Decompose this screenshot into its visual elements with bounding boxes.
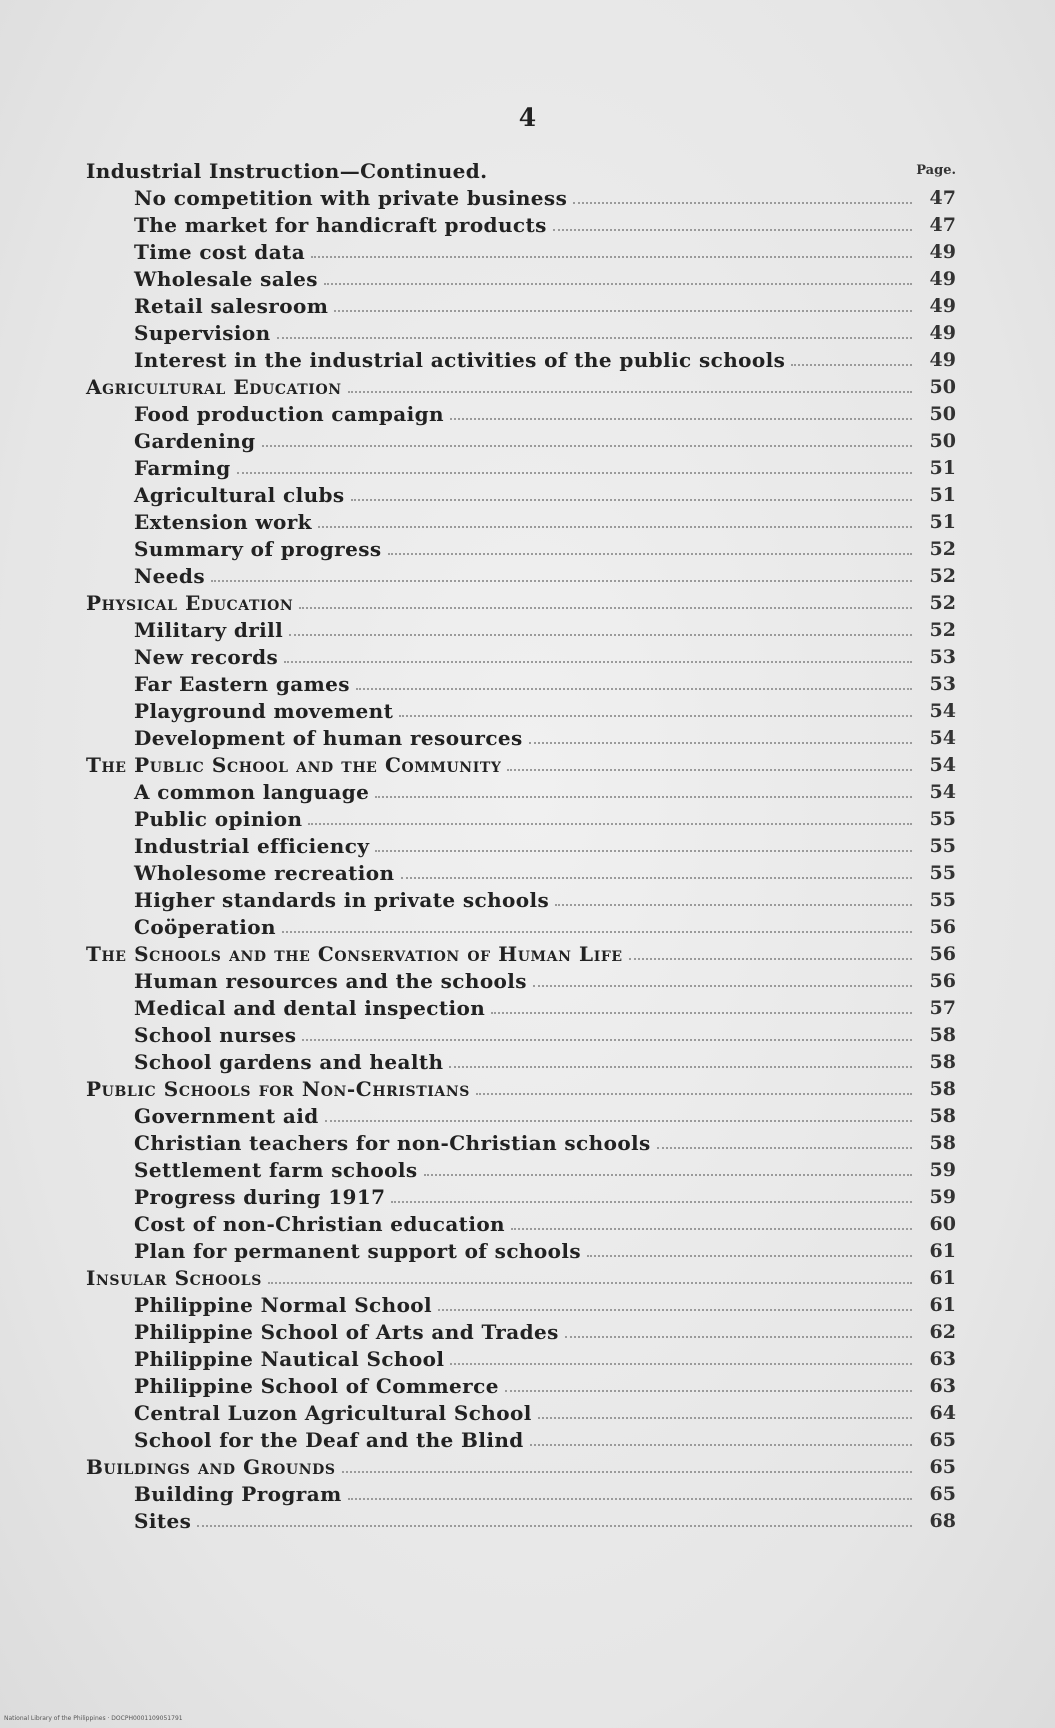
toc-subentry <box>86 425 956 452</box>
toc-entry-label: Military drill <box>134 618 284 642</box>
toc-subentry <box>86 992 956 1019</box>
toc-subentry <box>86 1154 956 1181</box>
dot-leader <box>573 202 912 204</box>
toc-entry-label: Plan for permanent support of schools <box>134 1239 581 1263</box>
toc-page-number: 52 <box>929 538 956 560</box>
toc-subentry <box>86 668 956 695</box>
toc-page-number: 52 <box>929 619 956 641</box>
dot-leader <box>262 445 912 447</box>
dot-leader <box>476 1093 912 1095</box>
toc-page-number: 51 <box>929 457 956 479</box>
toc-entry-label: Retail salesroom <box>134 294 329 318</box>
toc-entry-label: Insular Schools <box>86 1266 262 1290</box>
dot-leader <box>505 1390 912 1392</box>
toc-entry-label: Interest in the industrial activities of the public schools <box>134 348 786 372</box>
toc-entry-label: No competition with private business <box>134 186 568 210</box>
dot-leader <box>529 742 912 744</box>
toc-page-number: 61 <box>929 1240 956 1262</box>
toc-page-number: 65 <box>929 1456 956 1478</box>
toc-page-number: 62 <box>929 1321 956 1343</box>
dot-leader <box>449 1066 912 1068</box>
toc-page-number: 68 <box>929 1510 956 1532</box>
dot-leader <box>324 283 912 285</box>
toc-subentry <box>86 209 956 236</box>
toc-subentry <box>86 344 956 371</box>
toc-page-number: 54 <box>929 700 956 722</box>
dot-leader <box>657 1147 912 1149</box>
dot-leader <box>289 634 912 636</box>
toc-page-number: 58 <box>929 1105 956 1127</box>
toc-entry-label: Philippine Normal School <box>134 1293 433 1317</box>
toc-entry-label: Sites <box>134 1509 192 1533</box>
toc-subentry <box>86 506 956 533</box>
footer-note: National Library of the Philippines · DOCPH0001109051791 <box>4 1715 183 1722</box>
dot-leader <box>491 1012 912 1014</box>
toc-subentry <box>86 776 956 803</box>
dot-leader <box>553 229 912 231</box>
toc-page-number: 49 <box>929 268 956 290</box>
toc-entry-label: Physical Education <box>86 591 294 615</box>
toc-entry-label: School for the Deaf and the Blind <box>134 1428 524 1452</box>
toc-entry-label: Higher standards in private schools <box>134 888 550 912</box>
dot-leader <box>342 1471 912 1473</box>
toc-page-number: 64 <box>929 1402 956 1424</box>
toc-section-entry <box>86 1451 956 1478</box>
toc-subentry <box>86 1478 956 1505</box>
toc-entry-label: Buildings and Grounds <box>86 1455 336 1479</box>
dot-leader <box>450 1363 912 1365</box>
toc-subentry <box>86 857 956 884</box>
toc-page-number: 53 <box>929 673 956 695</box>
toc-entry-label: New records <box>134 645 279 669</box>
toc-entry-label: Medical and dental inspection <box>134 996 486 1020</box>
toc-page-number: 65 <box>929 1483 956 1505</box>
dot-leader <box>282 931 912 933</box>
toc-subentry <box>86 1316 956 1343</box>
toc-page-number: 55 <box>929 889 956 911</box>
toc-page-number: 55 <box>929 808 956 830</box>
dot-leader <box>555 904 912 906</box>
toc-page-number: 65 <box>929 1429 956 1451</box>
toc-entry-label: Human resources and the schools <box>134 969 527 993</box>
toc-entry-label: Philippine Nautical School <box>134 1347 445 1371</box>
toc-section-entry <box>86 1262 956 1289</box>
toc-subentry <box>86 965 956 992</box>
dot-leader <box>348 1498 912 1500</box>
dot-leader <box>533 985 912 987</box>
dot-leader <box>375 850 912 852</box>
page-number: 4 <box>518 103 537 132</box>
toc-entry-label: Industrial Instruction—Continued. <box>86 159 488 183</box>
toc-entry-label: Building Program <box>134 1482 342 1506</box>
toc-entry-label: Agricultural clubs <box>134 483 345 507</box>
toc-subentry <box>86 1505 956 1532</box>
dot-leader <box>197 1525 912 1527</box>
dot-leader <box>325 1120 912 1122</box>
dot-leader <box>375 796 912 798</box>
toc-section-entry <box>86 1073 956 1100</box>
toc-subentry <box>86 1127 956 1154</box>
dot-leader <box>299 607 912 609</box>
toc-page-number: 56 <box>929 943 956 965</box>
toc-header-entry <box>86 155 956 182</box>
dot-leader <box>388 553 912 555</box>
toc-page-number: 58 <box>929 1051 956 1073</box>
toc-page-number: 57 <box>929 997 956 1019</box>
dot-leader <box>308 823 912 825</box>
toc-entry-label: Central Luzon Agricultural School <box>134 1401 532 1425</box>
toc-subentry <box>86 695 956 722</box>
toc-subentry <box>86 641 956 668</box>
toc-page-number: 49 <box>929 349 956 371</box>
toc-entry-label: Summary of progress <box>134 537 382 561</box>
toc-page-number: 63 <box>929 1375 956 1397</box>
toc-subentry <box>86 830 956 857</box>
toc-subentry <box>86 1046 956 1073</box>
toc-page-number: 49 <box>929 241 956 263</box>
toc-entry-label: Wholesome recreation <box>134 861 395 885</box>
dot-leader <box>348 391 912 393</box>
toc-section-entry <box>86 938 956 965</box>
toc-entry-label: Cost of non-Christian education <box>134 1212 506 1236</box>
dot-leader <box>211 580 912 582</box>
toc-entry-label: Progress during 1917 <box>134 1185 386 1209</box>
toc-subentry <box>86 533 956 560</box>
toc-page-number: 53 <box>929 646 956 668</box>
toc-entry-label: Food production campaign <box>134 402 444 426</box>
toc-page-number: 51 <box>929 484 956 506</box>
dot-leader <box>318 526 912 528</box>
dot-leader <box>284 661 912 663</box>
dot-leader <box>511 1228 912 1230</box>
dot-leader <box>399 715 912 717</box>
toc-subentry <box>86 1424 956 1451</box>
dot-leader <box>391 1201 912 1203</box>
toc-page-number: 50 <box>929 403 956 425</box>
toc-subentry <box>86 263 956 290</box>
toc-page-number: 61 <box>929 1267 956 1289</box>
toc-page-number: 50 <box>929 430 956 452</box>
dot-leader <box>587 1255 912 1257</box>
toc-subentry <box>86 452 956 479</box>
toc-subentry <box>86 290 956 317</box>
toc-entry-label: School nurses <box>134 1023 297 1047</box>
toc-page-number: 55 <box>929 862 956 884</box>
toc-subentry <box>86 1289 956 1316</box>
toc-page-number: Page. <box>916 163 956 178</box>
toc-section-entry <box>86 587 956 614</box>
toc-subentry <box>86 1397 956 1424</box>
toc-page-number: 54 <box>929 727 956 749</box>
toc-subentry <box>86 1181 956 1208</box>
toc-entry-label: Development of human resources <box>134 726 523 750</box>
toc-page-number: 51 <box>929 511 956 533</box>
toc-entry-label: The market for handicraft products <box>134 213 547 237</box>
toc-subentry <box>86 614 956 641</box>
toc-entry-label: Extension work <box>134 510 312 534</box>
dot-leader <box>507 769 912 771</box>
toc-entry-label: A common language <box>134 780 370 804</box>
toc-page-number: 49 <box>929 322 956 344</box>
dot-leader <box>401 877 913 879</box>
toc-page-number: 58 <box>929 1078 956 1100</box>
toc-page-number: 63 <box>929 1348 956 1370</box>
toc-page-number: 47 <box>929 187 956 209</box>
toc-subentry <box>86 1019 956 1046</box>
toc-entry-label: Public Schools for Non-Christians <box>86 1077 470 1101</box>
toc-entry-label: Settlement farm schools <box>134 1158 418 1182</box>
toc-entry-label: Playground movement <box>134 699 394 723</box>
toc-entry-label: The Schools and the Conservation of Human Life <box>86 942 623 966</box>
toc-page-number: 49 <box>929 295 956 317</box>
dot-leader <box>424 1174 912 1176</box>
toc-page-number: 52 <box>929 565 956 587</box>
toc-page-number: 54 <box>929 781 956 803</box>
toc-entry-label: Christian teachers for non-Christian schools <box>134 1131 651 1155</box>
toc-subentry <box>86 722 956 749</box>
toc-entry-label: School gardens and health <box>134 1050 444 1074</box>
dot-leader <box>277 337 912 339</box>
toc-page-number: 52 <box>929 592 956 614</box>
dot-leader <box>791 364 912 366</box>
toc-page-number: 58 <box>929 1024 956 1046</box>
toc-section-entry <box>86 371 956 398</box>
toc-page-number: 55 <box>929 835 956 857</box>
toc-subentry <box>86 1343 956 1370</box>
toc-page-number: 61 <box>929 1294 956 1316</box>
toc-subentry <box>86 398 956 425</box>
dot-leader <box>351 499 912 501</box>
dot-leader <box>356 688 912 690</box>
dot-leader <box>565 1336 912 1338</box>
toc-entry-label: Farming <box>134 456 231 480</box>
toc-subentry <box>86 884 956 911</box>
toc-page-number: 59 <box>929 1186 956 1208</box>
toc-entry-label: Philippine School of Commerce <box>134 1374 499 1398</box>
dot-leader <box>302 1039 912 1041</box>
toc-entry-label: Public opinion <box>134 807 303 831</box>
toc-subentry <box>86 1370 956 1397</box>
toc-page-number: 54 <box>929 754 956 776</box>
dot-leader <box>237 472 912 474</box>
toc-entry-label: Needs <box>134 564 205 588</box>
dot-leader <box>629 958 912 960</box>
toc-subentry <box>86 182 956 209</box>
toc-page-number: 56 <box>929 916 956 938</box>
toc-entry-label: Supervision <box>134 321 271 345</box>
dot-leader <box>438 1309 912 1311</box>
toc-subentry <box>86 1100 956 1127</box>
toc-page-number: 58 <box>929 1132 956 1154</box>
toc-subentry <box>86 317 956 344</box>
toc-section-entry <box>86 749 956 776</box>
dot-leader <box>311 256 912 258</box>
toc-entry-label: Government aid <box>134 1104 319 1128</box>
dot-leader <box>450 418 912 420</box>
toc-entry-label: Coöperation <box>134 915 276 939</box>
table-of-contents <box>86 155 956 1532</box>
toc-entry-label: Far Eastern games <box>134 672 350 696</box>
toc-subentry <box>86 479 956 506</box>
toc-subentry <box>86 1235 956 1262</box>
toc-subentry <box>86 1208 956 1235</box>
toc-subentry <box>86 911 956 938</box>
dot-leader <box>334 310 912 312</box>
toc-entry-label: The Public School and the Community <box>86 753 502 777</box>
toc-entry-label: Wholesale sales <box>134 267 318 291</box>
toc-page-number: 59 <box>929 1159 956 1181</box>
toc-subentry <box>86 560 956 587</box>
toc-entry-label: Industrial efficiency <box>134 834 370 858</box>
toc-entry-label: Agricultural Education <box>86 375 342 399</box>
toc-subentry <box>86 803 956 830</box>
toc-entry-label: Gardening <box>134 429 256 453</box>
toc-page-number: 50 <box>929 376 956 398</box>
toc-entry-label: Philippine School of Arts and Trades <box>134 1320 559 1344</box>
dot-leader <box>530 1444 912 1446</box>
toc-page-number: 60 <box>929 1213 956 1235</box>
toc-page-number: 56 <box>929 970 956 992</box>
dot-leader <box>268 1282 912 1284</box>
toc-page-number: 47 <box>929 214 956 236</box>
dot-leader <box>538 1417 912 1419</box>
toc-subentry <box>86 236 956 263</box>
toc-entry-label: Time cost data <box>134 240 306 264</box>
